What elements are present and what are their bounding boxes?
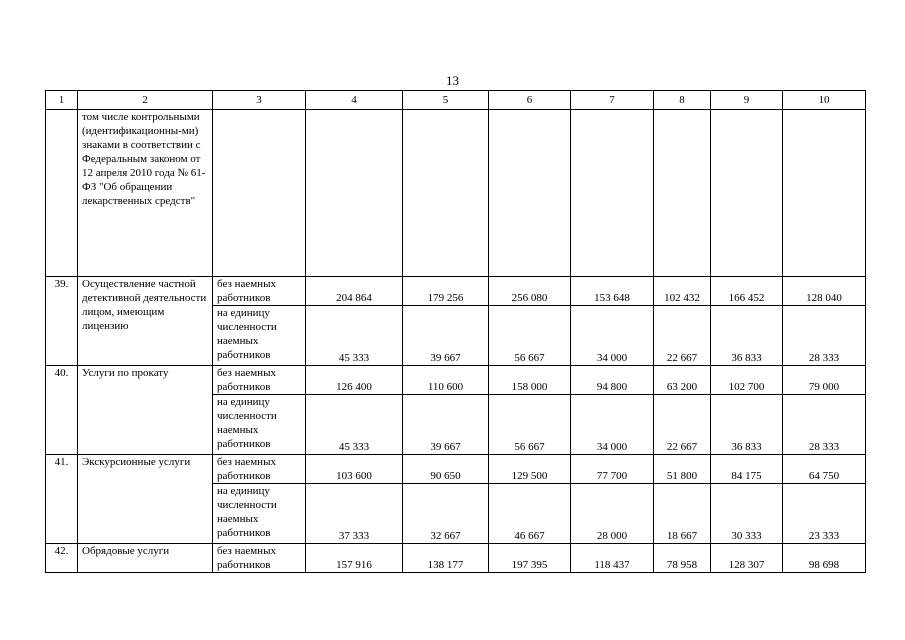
value-cell: 102 700 [711,366,783,395]
value-cell: 28 333 [783,306,866,366]
value-cell: 128 040 [783,277,866,306]
value-cell: 77 700 [571,455,654,484]
value-cell: 256 080 [489,277,571,306]
value-cell: 84 175 [711,455,783,484]
continuation-empty-6 [489,110,571,277]
header-col-7: 7 [571,91,654,110]
value-cell: 103 600 [306,455,403,484]
sub-label: без наемных работников [213,277,306,306]
value-cell: 138 177 [403,544,489,573]
header-col-6: 6 [489,91,571,110]
header-row [46,91,866,110]
continuation-empty-10 [783,110,866,277]
service-name: Обрядовые услуги [78,544,213,573]
value-cell: 23 333 [783,484,866,544]
sub-label: на единицу численности наемных работников [213,395,306,455]
service-name: Услуги по прокату [78,366,213,455]
value-cell: 45 333 [306,395,403,455]
value-cell: 110 600 [403,366,489,395]
service-name: Осуществление частной детективной деятельности лицом, имеющим лицензию [78,277,213,366]
row-number: 39. [46,277,78,366]
sub-label: без наемных работников [213,455,306,484]
header-col-9: 9 [711,91,783,110]
continuation-empty-8 [654,110,711,277]
value-cell: 30 333 [711,484,783,544]
table-row [46,455,866,484]
value-cell: 18 667 [654,484,711,544]
value-cell: 22 667 [654,306,711,366]
value-cell: 90 650 [403,455,489,484]
header-col-2: 2 [78,91,213,110]
value-cell: 179 256 [403,277,489,306]
sub-label: без наемных работников [213,366,306,395]
value-cell: 36 833 [711,395,783,455]
value-cell: 39 667 [403,395,489,455]
header-col-10: 10 [783,91,866,110]
header-col-5: 5 [403,91,489,110]
value-cell: 94 800 [571,366,654,395]
continuation-text: том числе контрольными (идентификационны-ми) знаками в соответствии с Федеральным законом от 12 апреля 2010 года № 61-ФЗ "Об обращении лекарственных средств" [78,110,213,277]
value-cell: 78 958 [654,544,711,573]
table-row [46,277,866,306]
value-cell: 22 667 [654,395,711,455]
value-cell: 34 000 [571,306,654,366]
value-cell: 46 667 [489,484,571,544]
value-cell: 197 395 [489,544,571,573]
row-number: 40. [46,366,78,455]
continuation-empty-9 [711,110,783,277]
value-cell: 128 307 [711,544,783,573]
value-cell: 28 000 [571,484,654,544]
sub-label: без наемных работников [213,544,306,573]
continuation-row [46,110,866,277]
value-cell: 118 437 [571,544,654,573]
table-row [46,544,866,573]
row-number: 41. [46,455,78,544]
continuation-empty-4 [306,110,403,277]
page-number: 13 [446,73,459,88]
value-cell: 102 432 [654,277,711,306]
value-cell: 98 698 [783,544,866,573]
value-cell: 126 400 [306,366,403,395]
header-col-1: 1 [46,91,78,110]
sub-label: на единицу численности наемных работников [213,484,306,544]
continuation-empty-7 [571,110,654,277]
value-cell: 36 833 [711,306,783,366]
continuation-num-cell [46,110,78,277]
value-cell: 28 333 [783,395,866,455]
value-cell: 63 200 [654,366,711,395]
header-col-4: 4 [306,91,403,110]
value-cell: 79 000 [783,366,866,395]
value-cell: 158 000 [489,366,571,395]
header-col-3: 3 [213,91,306,110]
service-name: Экскурсионные услуги [78,455,213,544]
continuation-empty-5 [403,110,489,277]
value-cell: 56 667 [489,395,571,455]
header-col-8: 8 [654,91,711,110]
value-cell: 32 667 [403,484,489,544]
value-cell: 37 333 [306,484,403,544]
continuation-empty-3 [213,110,306,277]
value-cell: 45 333 [306,306,403,366]
row-number: 42. [46,544,78,573]
tax-rates-table [45,90,866,573]
value-cell: 166 452 [711,277,783,306]
value-cell: 204 864 [306,277,403,306]
value-cell: 39 667 [403,306,489,366]
value-cell: 64 750 [783,455,866,484]
value-cell: 157 916 [306,544,403,573]
sub-label: на единицу численности наемных работников [213,306,306,366]
table-row [46,366,866,395]
value-cell: 56 667 [489,306,571,366]
value-cell: 129 500 [489,455,571,484]
value-cell: 34 000 [571,395,654,455]
value-cell: 153 648 [571,277,654,306]
value-cell: 51 800 [654,455,711,484]
